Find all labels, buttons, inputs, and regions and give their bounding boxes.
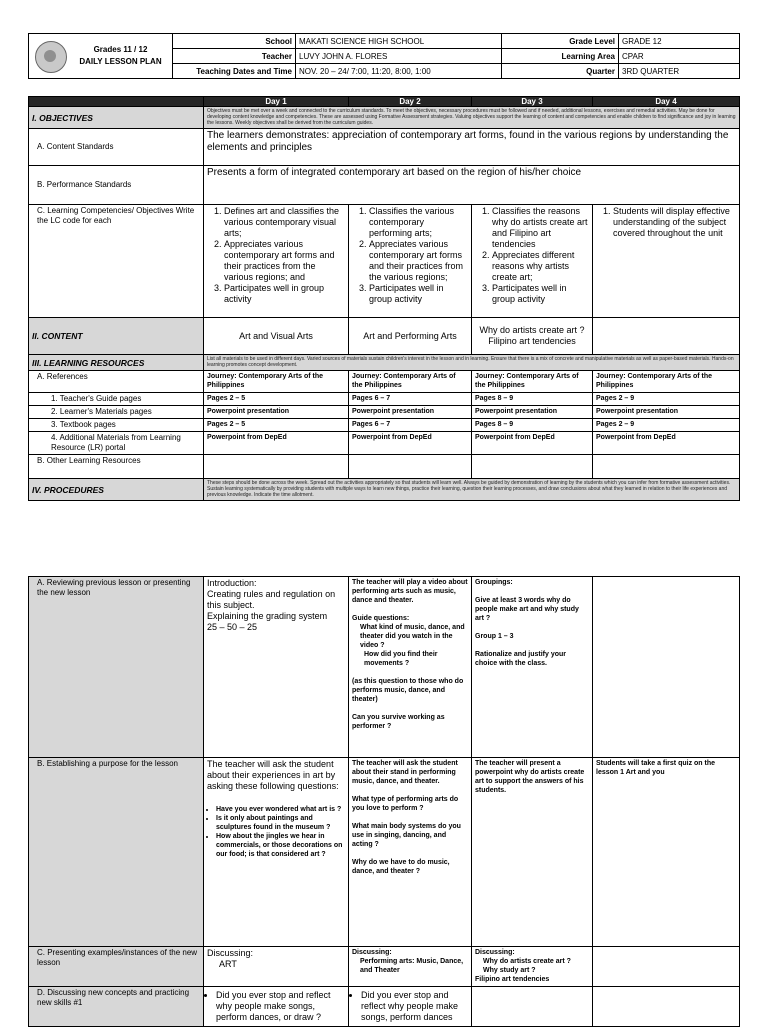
objectives-heading: I. OBJECTIVES xyxy=(29,107,204,129)
additional-materials-day4: Powerpoint from DepEd xyxy=(593,432,740,455)
reference-day3: Journey: Contemporary Arts of the Philippines xyxy=(472,371,593,393)
reviewing-day1-line: Explaining the grading system xyxy=(207,611,328,621)
content-day4 xyxy=(593,318,740,355)
resources-note: List all materials to be used in different days. Varied sources of materials sustain children's interest in the lesson and in learning. Ensure that there is a mix of concrete and manipulative materials as well as paper-based materials. Hands-on learning promotes concept development. xyxy=(204,355,740,371)
purpose-day1-question: • Is it only about paintings and sculptures found in the museum ? xyxy=(216,814,345,832)
reviewing-day2-line: What kind of music, dance, and theater did you watch in the video ? xyxy=(360,624,465,649)
teachers-guide-label: 1. Teacher's Guide pages xyxy=(29,393,204,406)
lc-day3-item: 1. Classifies the reasons why do artists create art and Filipino art tendencies xyxy=(492,206,589,250)
reviewing-day2-line: Can you survive working as performer ? xyxy=(352,714,445,730)
quarter-label: Quarter xyxy=(502,64,619,79)
additional-materials-label: 4. Additional Materials from Learning Resource (LR) portal xyxy=(29,432,204,455)
examples-day4 xyxy=(593,947,740,987)
discussing-day1 xyxy=(204,987,349,1027)
additional-materials-day2: Powerpoint from DepEd xyxy=(349,432,472,455)
purpose-day1 xyxy=(204,758,349,947)
purpose-day1-question: • How about the jingles we hear in commercials, or those decorations on our food; is that considered art ? xyxy=(216,832,345,859)
other-resources-label: B. Other Learning Resources xyxy=(29,455,204,479)
learners-materials-day4: Powerpoint presentation xyxy=(593,406,740,419)
learning-area-label: Learning Area xyxy=(502,49,619,64)
discussing-day1-item: • Did you ever stop and reflect why people make songs, perform dances, or draw ? xyxy=(216,990,345,1023)
reviewing-day2-line: Guide questions: xyxy=(352,615,410,622)
other-resources-day4 xyxy=(593,455,740,479)
teachers-guide-day1: Pages 2 – 5 xyxy=(204,393,349,406)
reviewing-day1 xyxy=(204,577,349,758)
header-title-cell xyxy=(29,34,173,79)
additional-materials-day3: Powerpoint from DepEd xyxy=(472,432,593,455)
other-resources-day1 xyxy=(204,455,349,479)
purpose-day2-line: What main body systems do you use in singing, dancing, and acting ? xyxy=(352,823,461,848)
other-resources-day2 xyxy=(349,455,472,479)
lc-day3-item: 2. Appreciates different reasons why artists create art; xyxy=(492,250,589,283)
procedures-heading: IV. PROCEDURES xyxy=(29,479,204,501)
grade-level-value: GRADE 12 xyxy=(619,34,740,49)
purpose-day2-line: What type of performing arts do you love to perform ? xyxy=(352,796,459,812)
purpose-day1-intro: The teacher will ask the student about their experiences in art by asking these following questions: xyxy=(207,759,339,791)
additional-materials-day1: Powerpoint from DepEd xyxy=(204,432,349,455)
day-header-2: Day 2 xyxy=(349,97,472,107)
procedures-table xyxy=(28,576,740,1027)
day-header-4: Day 4 xyxy=(593,97,740,107)
examples-day1-line: Discussing: xyxy=(207,948,254,958)
teacher-value: LUVY JOHN A. FLORES xyxy=(296,49,502,64)
examples-day3-line: Why study art ? xyxy=(483,967,536,974)
learning-area-value: CPAR xyxy=(619,49,740,64)
discussing-concepts-label: D. Discussing new concepts and practicing new skills #1 xyxy=(29,987,204,1027)
purpose-day2-line: Why do we have to do music, dance, and theater ? xyxy=(352,859,450,875)
establishing-purpose-label: B. Establishing a purpose for the lesson xyxy=(29,758,204,947)
lc-day1-item: 3. Participates well in group activity xyxy=(224,283,345,305)
day-header-blank xyxy=(29,97,204,107)
discussing-day4 xyxy=(593,987,740,1027)
reference-day2: Journey: Contemporary Arts of the Philippines xyxy=(349,371,472,393)
reviewing-day1-line: Creating rules and regulation on this subject. xyxy=(207,589,336,610)
lc-day3 xyxy=(472,205,593,318)
content-day3 xyxy=(472,318,593,355)
examples-day2-line: Performing arts: Music, Dance, and Theater xyxy=(360,958,464,974)
teachers-guide-day4: Pages 2 – 9 xyxy=(593,393,740,406)
reviewing-day2-line: How did you find their movements ? xyxy=(364,651,438,667)
school-label: School xyxy=(173,34,296,49)
quarter-value: 3RD QUARTER xyxy=(619,64,740,79)
school-value: MAKATI SCIENCE HIGH SCHOOL xyxy=(296,34,502,49)
lc-day2-item: 2. Appreciates various contemporary art forms and their practices from the various regions; xyxy=(369,239,468,283)
objectives-note: Objectives must be met over a week and connected to the curriculum standards. To meet the objectives, necessary procedures must be followed and if needed, additional lessons, exercises and remedial activities. May be done for developing content knowledge and competencies. These are assessed using Formative Assessment strategies. Valuing objectives support the learning of content and competencies and enable children to find significance and joy in learning the lessons. Weekly objectives shall be derived from the curriculum guides. xyxy=(204,107,740,129)
day-header-3: Day 3 xyxy=(472,97,593,107)
reviewing-day1-line: Introduction: xyxy=(207,578,257,588)
dates-value: NOV. 20 – 24/ 7:00, 11:20, 8:00, 1:00 xyxy=(296,64,502,79)
learners-materials-day2: Powerpoint presentation xyxy=(349,406,472,419)
reviewing-day2-line: (as this question to those who do performs music, dance, and theater) xyxy=(352,678,464,703)
content-standards-label: A. Content Standards xyxy=(29,129,204,166)
examples-day2 xyxy=(349,947,472,987)
textbook-label: 3. Textbook pages xyxy=(29,419,204,432)
examples-day1-line: ART xyxy=(219,959,237,969)
purpose-day1-question: • Have you ever wondered what art is ? xyxy=(216,805,345,814)
header-table xyxy=(28,33,740,79)
examples-day3-line: Discussing: xyxy=(475,949,515,956)
purpose-day2 xyxy=(349,758,472,947)
content-standards-text: The learners demonstrates: appreciation of contemporary art forms, found in the various regions by understanding the elements and principles xyxy=(204,129,740,166)
examples-day3-line: Filipino art tendencies xyxy=(475,976,550,983)
learners-materials-day3: Powerpoint presentation xyxy=(472,406,593,419)
discussing-day3 xyxy=(472,987,593,1027)
lc-day4-item: 1. Students will display effective understanding of the subject covered throughout the unit xyxy=(613,206,736,239)
resources-heading: III. LEARNING RESOURCES xyxy=(29,355,204,371)
procedures-note: These steps should be done across the week. Spread out the activities appropriately so that students will learn well. Always be guided by demonstration of learning by the students which you can infer from formative assessment activities. Sustain learning systematically by providing students with multiple ways to learn new things, practice their learning, question their learning processes, and draw conclusions about what they learned in relation to their life experiences and previous knowledge. Indicate the time allotment. xyxy=(204,479,740,501)
other-resources-day3 xyxy=(472,455,593,479)
reference-day4: Journey: Contemporary Arts of the Philippines xyxy=(593,371,740,393)
reviewing-day3-line: Group 1 – 3 xyxy=(475,633,514,640)
teachers-guide-day2: Pages 6 – 7 xyxy=(349,393,472,406)
textbook-day2: Pages 6 – 7 xyxy=(349,419,472,432)
discussing-day2 xyxy=(349,987,472,1027)
learners-materials-label: 2. Learner's Materials pages xyxy=(29,406,204,419)
lc-day2 xyxy=(349,205,472,318)
lc-day1-item: 1. Defines art and classifies the various contemporary visual arts; xyxy=(224,206,345,239)
header-title-grades: Grades 11 / 12 xyxy=(93,45,148,54)
purpose-day2-line: The teacher will ask the student about their stand in performing music, dance, and theater. xyxy=(352,760,458,785)
purpose-day3: The teacher will present a powerpoint why do artists create art to support the answers of his students. xyxy=(472,758,593,947)
textbook-day1: Pages 2 – 5 xyxy=(204,419,349,432)
reviewing-day2-line: The teacher will play a video about performing arts such as music, dance and theater. xyxy=(352,579,468,604)
examples-day3-line: Why do artists create art ? xyxy=(483,958,571,965)
discussing-day2-item: • Did you ever stop and reflect why people make songs, perform dances xyxy=(361,990,468,1023)
reference-day1: Journey: Contemporary Arts of the Philippines xyxy=(204,371,349,393)
lesson-plan-table xyxy=(28,96,740,501)
reviewing-day3-line: Give at least 3 words why do people make art and why study art ? xyxy=(475,597,579,622)
reviewing-previous-lesson-label: A. Reviewing previous lesson or presenting the new lesson xyxy=(29,577,204,758)
deped-seal-icon xyxy=(35,41,67,73)
learning-competencies-label: C. Learning Competencies/ Objectives Write the LC code for each xyxy=(29,205,204,318)
content-day3-line2: Filipino art tendencies xyxy=(488,336,576,346)
presenting-examples-label: C. Presenting examples/instances of the new lesson xyxy=(29,947,204,987)
day-header-1: Day 1 xyxy=(204,97,349,107)
examples-day3 xyxy=(472,947,593,987)
lc-day2-item: 3. Participates well in group activity xyxy=(369,283,468,305)
lc-day3-item: 3. Participates well in group activity xyxy=(492,283,589,305)
content-day1: Art and Visual Arts xyxy=(204,318,349,355)
content-day2: Art and Performing Arts xyxy=(349,318,472,355)
reviewing-day3 xyxy=(472,577,593,758)
examples-day1 xyxy=(204,947,349,987)
textbook-day4: Pages 2 – 9 xyxy=(593,419,740,432)
content-day3-line1: Why do artists create art ? xyxy=(479,325,585,335)
lc-day1-item: 2. Appreciates various contemporary art forms and their practices from the various regions; and xyxy=(224,239,345,283)
reviewing-day1-line: 25 – 50 – 25 xyxy=(207,622,258,632)
performance-standards-label: B. Performance Standards xyxy=(29,166,204,205)
grade-level-label: Grade Level xyxy=(502,34,619,49)
lc-day4 xyxy=(593,205,740,318)
content-heading: II. CONTENT xyxy=(29,318,204,355)
header-title-dlp: DAILY LESSON PLAN xyxy=(79,57,162,66)
purpose-day4: Students will take a first quiz on the lesson 1 Art and you xyxy=(593,758,740,947)
reviewing-day3-line: Rationalize and justify your choice with the class. xyxy=(475,651,567,667)
examples-day2-line: Discussing: xyxy=(352,949,392,956)
lc-day1 xyxy=(204,205,349,318)
textbook-day3: Pages 8 – 9 xyxy=(472,419,593,432)
reviewing-day2 xyxy=(349,577,472,758)
reviewing-day4 xyxy=(593,577,740,758)
lc-day2-item: 1. Classifies the various contemporary performing arts; xyxy=(369,206,468,239)
performance-standards-text: Presents a form of integrated contemporary art based on the region of his/her choice xyxy=(204,166,740,205)
learners-materials-day1: Powerpoint presentation xyxy=(204,406,349,419)
reviewing-day3-line: Groupings: xyxy=(475,579,513,586)
teachers-guide-day3: Pages 8 – 9 xyxy=(472,393,593,406)
teacher-label: Teacher xyxy=(173,49,296,64)
dates-label: Teaching Dates and Time xyxy=(173,64,296,79)
references-label: A. References xyxy=(29,371,204,393)
